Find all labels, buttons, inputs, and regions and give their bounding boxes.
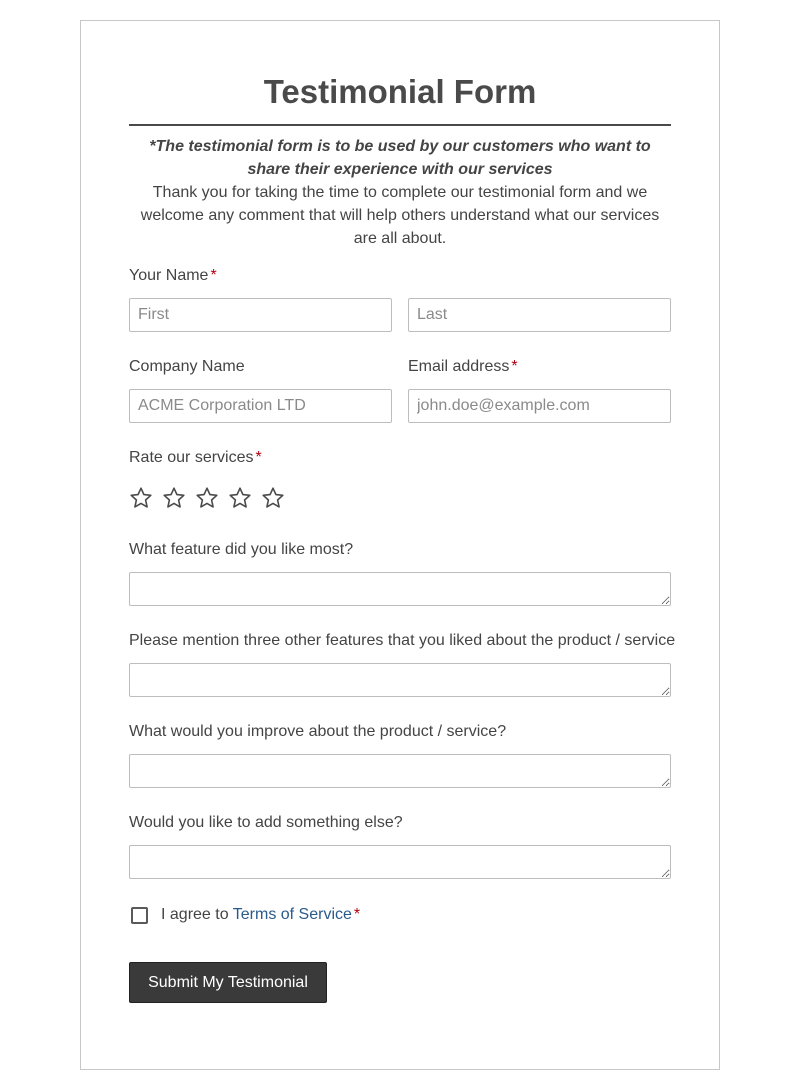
required-marker: * (353, 906, 361, 923)
first-name-input[interactable] (129, 298, 392, 332)
feature-most-textarea[interactable] (129, 572, 671, 606)
rating-label: Rate our services * (129, 449, 262, 466)
three-features-label: Please mention three other features that you liked about the product / service (129, 632, 676, 649)
star-icon[interactable] (129, 484, 162, 512)
form-card (80, 20, 720, 1070)
feature-most-label: What feature did you like most? (129, 541, 354, 558)
star-icon[interactable] (195, 484, 228, 512)
page-title: Testimonial Form (263, 73, 537, 110)
required-marker: * (210, 267, 217, 284)
three-features-textarea[interactable] (129, 663, 671, 697)
star-icon[interactable] (162, 484, 195, 512)
star-rating (129, 484, 294, 512)
company-label: Company Name (129, 358, 245, 375)
terms-of-service-link[interactable]: Terms of Service (232, 906, 352, 923)
required-marker: * (255, 449, 262, 466)
submit-button[interactable]: Submit My Testimonial (129, 962, 327, 1003)
form-note: *The testimonial form is to be used by our customers who want to share their experience with our services (149, 138, 651, 178)
improve-textarea[interactable] (129, 754, 671, 788)
add-else-textarea[interactable] (129, 845, 671, 879)
name-label: Your Name * (129, 267, 217, 284)
required-marker: * (511, 358, 518, 375)
form-description: Thank you for taking the time to complete our testimonial form and we welcome any comment that will help others understand what our services are all about. (140, 184, 660, 247)
star-icon[interactable] (228, 484, 261, 512)
improve-label: What would you improve about the product / service? (129, 723, 507, 740)
last-name-input[interactable] (408, 298, 671, 332)
title-divider (129, 124, 671, 126)
company-input[interactable] (129, 389, 392, 423)
terms-checkbox[interactable] (131, 907, 148, 924)
form-intro (129, 135, 671, 250)
terms-label: I agree to Terms of Service * (161, 906, 361, 923)
email-label: Email address * (408, 358, 518, 375)
email-input[interactable] (408, 389, 671, 423)
add-else-label: Would you like to add something else? (129, 814, 403, 831)
star-icon[interactable] (261, 484, 294, 512)
